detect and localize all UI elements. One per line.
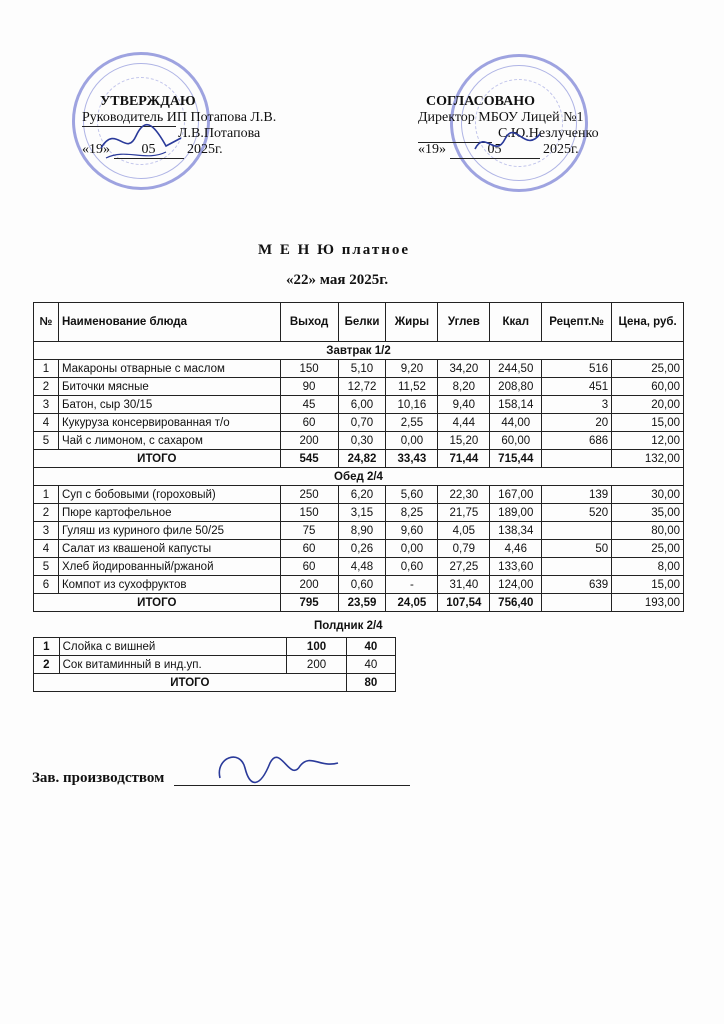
lunch-section-title: Обед 2/4 — [34, 468, 684, 486]
table-cell: 167,00 — [490, 486, 542, 504]
table-row — [34, 396, 684, 414]
table-cell: 75 — [280, 522, 338, 540]
col-price: Цена, руб. — [612, 303, 684, 342]
table-cell: 21,75 — [438, 504, 490, 522]
table-cell: 138,34 — [490, 522, 542, 540]
agree-line2: С.Ю.Незлученко — [498, 126, 599, 141]
table-cell: Суп с бобовыми (гороховый) — [58, 486, 280, 504]
agree-signature — [470, 124, 550, 164]
total-cell: 71,44 — [438, 450, 490, 468]
col-protein: Белки — [338, 303, 386, 342]
agree-day: «19» — [418, 142, 446, 157]
table-cell: 208,80 — [490, 378, 542, 396]
table-cell: 8,00 — [612, 558, 684, 576]
table-cell: Гуляш из куриного филе 50/25 — [58, 522, 280, 540]
table-cell: 124,00 — [490, 576, 542, 594]
table-cell: 516 — [542, 360, 612, 378]
col-fat: Жиры — [386, 303, 438, 342]
total-cell: 24,05 — [386, 594, 438, 612]
col-recipe: Рецепт.№ — [542, 303, 612, 342]
agree-month: 05 — [450, 142, 540, 159]
snack-cell: 2 — [34, 656, 60, 674]
col-kcal: Ккал — [490, 303, 542, 342]
table-cell: 60,00 — [612, 378, 684, 396]
snack-cell: 40 — [346, 638, 395, 656]
agree-year: 2025г. — [543, 142, 579, 157]
menu-title: М Е Н Ю платное — [258, 242, 411, 258]
table-cell: 0,30 — [338, 432, 386, 450]
snack-row — [34, 638, 396, 656]
approve-line1: Руководитель ИП Потапова Л.В. — [82, 110, 277, 125]
table-cell: 9,60 — [386, 522, 438, 540]
table-cell: 200 — [280, 432, 338, 450]
col-dish: Наименование блюда — [58, 303, 280, 342]
table-cell: 15,20 — [438, 432, 490, 450]
agree-line1: Директор МБОУ Лицей №1 — [418, 110, 584, 125]
snack-cell: 100 — [287, 638, 346, 656]
menu-table — [33, 302, 684, 612]
approve-signature — [96, 118, 186, 166]
lunch-total-row — [34, 594, 684, 612]
snack-cell: 1 — [34, 638, 60, 656]
table-cell: Кукуруза консервированная т/о — [58, 414, 280, 432]
table-cell: 2,55 — [386, 414, 438, 432]
table-cell: 5 — [34, 432, 59, 450]
table-row — [34, 576, 684, 594]
table-cell: 5,10 — [338, 360, 386, 378]
table-cell: 0,60 — [386, 558, 438, 576]
table-cell: 60,00 — [490, 432, 542, 450]
snack-cell: 200 — [287, 656, 346, 674]
table-cell: 250 — [280, 486, 338, 504]
table-cell: Хлеб йодированный/ржаной — [58, 558, 280, 576]
table-cell: Салат из квашеной капусты — [58, 540, 280, 558]
table-cell: 9,40 — [438, 396, 490, 414]
table-cell: 45 — [280, 396, 338, 414]
table-cell: 150 — [280, 360, 338, 378]
menu-date: «22» мая 2025г. — [286, 272, 389, 288]
table-cell: 686 — [542, 432, 612, 450]
snack-cell: Сок витаминный в инд.уп. — [59, 656, 287, 674]
table-row — [34, 522, 684, 540]
table-cell: 4,46 — [490, 540, 542, 558]
table-cell: 3,15 — [338, 504, 386, 522]
approve-month: 05 — [114, 142, 184, 159]
table-cell: 25,00 — [612, 360, 684, 378]
table-cell: Пюре картофельное — [58, 504, 280, 522]
table-cell: 15,00 — [612, 576, 684, 594]
table-cell: Макароны отварные с маслом — [58, 360, 280, 378]
snack-cell: Слойка с вишней — [59, 638, 287, 656]
table-cell: 451 — [542, 378, 612, 396]
agree-title: СОГЛАСОВАНО — [426, 94, 535, 109]
table-cell: 639 — [542, 576, 612, 594]
snack-cell: 40 — [346, 656, 395, 674]
lunch-section-header — [34, 468, 684, 486]
table-row — [34, 360, 684, 378]
table-cell: 0,26 — [338, 540, 386, 558]
table-row — [34, 486, 684, 504]
total-cell: 23,59 — [338, 594, 386, 612]
table-cell: 139 — [542, 486, 612, 504]
table-cell: 15,00 — [612, 414, 684, 432]
table-cell: 50 — [542, 540, 612, 558]
table-cell: 189,00 — [490, 504, 542, 522]
table-row — [34, 540, 684, 558]
table-cell: 3 — [34, 522, 59, 540]
table-cell: 5,60 — [386, 486, 438, 504]
total-cell — [542, 450, 612, 468]
table-cell: 4,48 — [338, 558, 386, 576]
table-cell: 0,60 — [338, 576, 386, 594]
table-cell: 244,50 — [490, 360, 542, 378]
table-cell: 31,40 — [438, 576, 490, 594]
table-cell: 4,44 — [438, 414, 490, 432]
table-cell: 133,60 — [490, 558, 542, 576]
total-cell: 132,00 — [612, 450, 684, 468]
table-cell: 30,00 — [612, 486, 684, 504]
table-cell: 90 — [280, 378, 338, 396]
table-cell: Компот из сухофруктов — [58, 576, 280, 594]
total-cell: ИТОГО — [34, 594, 281, 612]
table-cell: 27,25 — [438, 558, 490, 576]
table-cell: 1 — [34, 360, 59, 378]
table-cell: 6 — [34, 576, 59, 594]
snack-header: Полдник 2/4 — [314, 620, 383, 632]
total-cell: 107,54 — [438, 594, 490, 612]
table-cell: 150 — [280, 504, 338, 522]
table-cell: 1 — [34, 486, 59, 504]
table-row — [34, 378, 684, 396]
table-cell: 200 — [280, 576, 338, 594]
table-cell: 12,00 — [612, 432, 684, 450]
total-cell: 715,44 — [490, 450, 542, 468]
snack-row — [34, 656, 396, 674]
table-cell: 158,14 — [490, 396, 542, 414]
table-cell: 35,00 — [612, 504, 684, 522]
table-cell: 25,00 — [612, 540, 684, 558]
total-cell: 545 — [280, 450, 338, 468]
table-cell: 8,90 — [338, 522, 386, 540]
table-cell: 10,16 — [386, 396, 438, 414]
table-cell: 12,72 — [338, 378, 386, 396]
col-portion: Выход — [280, 303, 338, 342]
table-header-row — [34, 303, 684, 342]
total-cell: 24,82 — [338, 450, 386, 468]
table-cell: 8,20 — [438, 378, 490, 396]
table-cell: 20,00 — [612, 396, 684, 414]
table-cell: 11,52 — [386, 378, 438, 396]
total-cell: 193,00 — [612, 594, 684, 612]
table-cell: 5 — [34, 558, 59, 576]
table-row — [34, 432, 684, 450]
total-cell: 33,43 — [386, 450, 438, 468]
table-cell: 9,20 — [386, 360, 438, 378]
total-cell: ИТОГО — [34, 450, 281, 468]
approve-line2: Л.В.Потапова — [178, 126, 261, 141]
table-cell — [542, 558, 612, 576]
table-cell: 0,00 — [386, 540, 438, 558]
snack-total-row — [34, 674, 396, 692]
approve-title: УТВЕРЖДАЮ — [100, 94, 196, 109]
table-cell: 2 — [34, 378, 59, 396]
table-cell: 520 — [542, 504, 612, 522]
table-row — [34, 414, 684, 432]
snack-table — [33, 637, 396, 692]
table-cell: 60 — [280, 414, 338, 432]
total-cell — [542, 594, 612, 612]
breakfast-section-header — [34, 342, 684, 360]
table-cell: 4 — [34, 540, 59, 558]
table-cell: 0,79 — [438, 540, 490, 558]
approve-day: «19» — [82, 142, 110, 157]
table-cell: Биточки мясные — [58, 378, 280, 396]
table-cell: 80,00 — [612, 522, 684, 540]
table-cell: - — [386, 576, 438, 594]
footer-signature — [210, 738, 340, 798]
col-carbs: Углев — [438, 303, 490, 342]
table-cell: 8,25 — [386, 504, 438, 522]
table-cell: 3 — [34, 396, 59, 414]
table-cell: 0,70 — [338, 414, 386, 432]
table-cell: 34,20 — [438, 360, 490, 378]
table-cell: 6,00 — [338, 396, 386, 414]
table-row — [34, 558, 684, 576]
table-cell — [542, 522, 612, 540]
col-number: № — [34, 303, 59, 342]
table-cell: 2 — [34, 504, 59, 522]
table-cell: 60 — [280, 540, 338, 558]
table-cell: 6,20 — [338, 486, 386, 504]
table-cell: 20 — [542, 414, 612, 432]
table-cell: 4 — [34, 414, 59, 432]
approve-year: 2025г. — [187, 142, 223, 157]
total-cell: 80 — [346, 674, 395, 692]
table-row — [34, 504, 684, 522]
table-cell: 60 — [280, 558, 338, 576]
table-cell: 3 — [542, 396, 612, 414]
table-cell: 22,30 — [438, 486, 490, 504]
breakfast-total-row — [34, 450, 684, 468]
table-cell: 4,05 — [438, 522, 490, 540]
footer-label: Зав. производством — [32, 770, 165, 786]
total-cell: ИТОГО — [34, 674, 347, 692]
table-cell: Чай с лимоном, с сахаром — [58, 432, 280, 450]
table-cell: 0,00 — [386, 432, 438, 450]
total-cell: 756,40 — [490, 594, 542, 612]
total-cell: 795 — [280, 594, 338, 612]
breakfast-section-title: Завтрак 1/2 — [34, 342, 684, 360]
table-cell: 44,00 — [490, 414, 542, 432]
table-cell: Батон, сыр 30/15 — [58, 396, 280, 414]
